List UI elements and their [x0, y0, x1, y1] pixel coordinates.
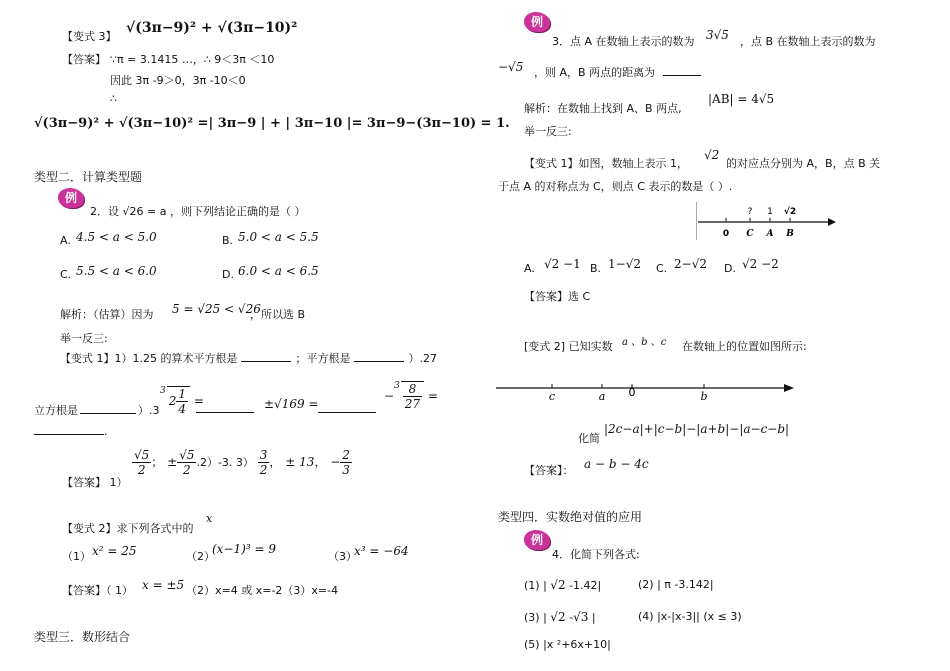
ex2-option-a-label: A.	[60, 234, 71, 247]
ex4-item-3-b: -	[569, 611, 574, 624]
cbrt-den: 27	[404, 397, 421, 411]
axis1-label-above-a: 1	[767, 207, 773, 217]
r-variant1-option-d-label: D.	[724, 262, 736, 275]
variant2-item1-label: （1）	[62, 550, 91, 563]
variant2-item1: x² = 25	[92, 544, 137, 558]
example-badge: 例	[58, 188, 84, 208]
jyfs-heading: 举一反三:	[60, 332, 108, 345]
neg-sign: −	[330, 455, 341, 469]
ex4-item-1-sqrt: √2	[550, 578, 566, 592]
ex4-item-5: (5) |x ²+6x+10|	[524, 638, 611, 651]
example-badge: 例	[524, 530, 550, 550]
r-variant2-vars: a 、b 、c	[622, 337, 667, 348]
neg-sign: −	[384, 389, 395, 403]
ex2-option-d: 6.0 < a < 6.5	[238, 264, 319, 278]
variant1-row2	[34, 402, 160, 418]
ex4-item-3-sqrt2: √2	[550, 610, 566, 624]
answer-full-expression: √(3π−9)² + √(3π−10)² =| 3π−9 | + | 3π−10 |= 3π−9−(3π−10) = 1.	[34, 116, 510, 131]
ans-f4-num: 2	[342, 448, 350, 462]
ans-f1-den: 2	[137, 463, 146, 477]
equals: =	[193, 394, 204, 408]
ex2-analysis-suffix: ，所以选 B	[250, 308, 306, 321]
r-variant1-answer: 【答案】选 C	[524, 290, 591, 303]
variant1-text-a: 【变式 1】1）1.25 的算术平方根是	[60, 352, 238, 365]
variant2-answer-expr: x = ±5	[142, 578, 185, 592]
variant1-answer-label: 【答案】 1）	[62, 476, 128, 489]
blank	[80, 403, 136, 414]
r-variant1-option-a: √2 −1	[544, 257, 581, 271]
sep: ，	[314, 455, 327, 469]
r-variant2-a: [变式 2] 已知实数	[524, 340, 613, 353]
ans-f2-den: 2	[183, 463, 191, 477]
axis1-label-above-b: √2	[783, 207, 797, 217]
ex4-item-3-a: (3) |	[524, 611, 547, 624]
variant3-label: 【变式 3】	[62, 30, 117, 43]
ans-mid: .2）-3. 3）	[196, 456, 254, 469]
ex3-analysis: 解析：在数轴上找到 A、B 两点,	[524, 102, 682, 115]
r-variant1-option-b-label: B.	[590, 262, 602, 275]
answer-label: 【答案】	[62, 53, 106, 66]
example2-question: 2．设 √26 = a ，则下列结论正确的是（ ）	[90, 205, 306, 218]
ex4-item-2: (2) | π -3.142|	[638, 578, 714, 591]
variant2-var: x	[206, 512, 213, 525]
ex3-expr-3sqrt5: 3√5	[706, 28, 729, 42]
variant2-item3: x³ = −64	[354, 544, 409, 558]
ans-f3-num: 3	[259, 448, 268, 462]
ans-f2-num: √5	[179, 448, 195, 462]
ans-f3-den: 2	[259, 463, 268, 477]
axis1-label-b: B	[786, 229, 794, 239]
ex4-item-1-b: -1.4	[569, 579, 591, 592]
jyfs-heading-right: 举一反三:	[524, 125, 572, 138]
axis1-label-0: 0	[722, 229, 730, 239]
number-line-2	[496, 378, 796, 408]
variant2-item2: (x−1)³ = 9	[212, 542, 276, 556]
r-variant1-option-d: √2 −2	[742, 257, 779, 271]
ex2-option-b: 5.0 < a < 5.5	[238, 230, 319, 244]
ex4-item-1	[524, 578, 601, 592]
answer-line-3: ∴	[110, 92, 117, 105]
answer-line-2: 因此 3π -9＞0，3π -10＜0	[110, 74, 246, 87]
left-column: 【变式 3】 √(3π−9)² + √(3π−10)² 【答案】 ∵π = 3.1415 …，∴ 9＜3π ＜10 因此 3π -9＞0，3π -10＜0 ∴ √(3π−9)² + √(3π−10)² =| 3π−9 | + | 3π−10 |= 3π−9−(3π−10) = 1. 类型二．计算类型题 例 2．设 √26 = a ，则下列结论正确的是（ ） A. 4.5 < a < 5.0 B. 5.0 < a < 5.5 C. 5.5 < a < 6.0 D. 6.0 < a < 6.5 解析：（估算）因为 5 = √25 < √26 ，所以选 B 举一反三: 【变式 1】1）1.25 的算术平方根是 ；平方根是 ）.27 立方根是 ）.3 $^3$2 $\frac{1}{4}$ = ±√169 = −$^3$ $\frac{8}{27}$ = . 【答案】 1） $\frac{√5}{2}$ ； ± $\frac{√5}{2}$ .2）-3. 3） $\frac{3}{2}$ ， ± 13， − $\frac{2}{3}$ 【变式 2】求下列各式中的 x （1） x² = 25 （2） (x−1)³ = 9 （3） x³ = −64 【答案】（ 1） x = ±5 （2）x=4 或 x=-2（3）x=-4 类型三．数形结合	[34, 20, 510, 644]
variant1-text-c: ）.27	[408, 352, 437, 365]
ans-f4-den: 3	[342, 463, 350, 477]
neg-cube-root: −$^3$ $\frac{8}{27}$ =	[384, 381, 438, 411]
example-badge: 例	[524, 12, 550, 32]
cube-root-mixed: $^3$2 $\frac{1}{4}$ =	[160, 386, 204, 416]
mixed-den: 4	[178, 402, 187, 416]
sep: ，	[269, 455, 282, 469]
ans-f1-num: √5	[134, 448, 150, 462]
type3-heading: 类型三．数形结合	[34, 630, 131, 644]
axis2-label-b: b	[700, 390, 708, 403]
blank	[34, 424, 104, 435]
variant2-answer-prefix: 【答案】（ 1）	[62, 584, 133, 597]
ex2-option-a: 4.5 < a < 5.0	[76, 230, 157, 244]
pm-13: ± 13	[285, 455, 315, 469]
axis1-label-above-c: ?	[747, 207, 753, 217]
r-variant1-option-c-label: C.	[656, 262, 668, 275]
ex4-title: 4．化简下列各式:	[552, 548, 640, 561]
ex4-item-3-c: |	[591, 611, 596, 624]
mixed-whole: 2	[168, 394, 177, 408]
r-variant1-sqrt2: √2	[704, 148, 720, 162]
equals: =	[427, 389, 438, 403]
axis2-label-0: 0	[628, 386, 636, 399]
r-variant2-answer-label: 【答案】：	[524, 464, 574, 477]
blank	[354, 351, 404, 362]
cbrt-num: 8	[403, 382, 422, 397]
blank	[241, 351, 291, 362]
answer-line-1: ∵π = 3.1415 …，∴ 9＜3π ＜10	[110, 53, 275, 66]
variant1-row2-a: 立方根是	[34, 404, 78, 417]
ex2-option-b-label: B.	[222, 234, 234, 247]
r-variant2-answer-expr: a − b − 4c	[584, 457, 649, 471]
blank	[318, 402, 376, 413]
variant1-row2-b: ）.3	[138, 404, 160, 417]
r-variant1-c: 于点 A 的对称点为 C，则点 C 表示的数是（ ）.	[498, 180, 733, 193]
ex3-question-c-text: ，则 A，B 两点的距离为	[534, 66, 656, 79]
ex3-expr-negsqrt5: −√5	[498, 60, 524, 74]
ex2-option-c-label: C.	[60, 268, 72, 281]
number-line-1	[696, 202, 836, 240]
ex4-item-4: (4) |x-|x-3|| (x ≤ 3)	[638, 610, 742, 623]
r-variant1-b: 的对应点分别为 A，B，点 B 关	[726, 157, 881, 170]
ex3-analysis-expr: |AB| = 4√5	[708, 92, 775, 106]
axis2-label-c: c	[548, 390, 556, 403]
sep: ；	[151, 455, 164, 469]
ex2-analysis-expression: 5 = √25 < √26	[172, 302, 261, 316]
variant1-line	[60, 350, 437, 366]
r-variant1-option-b: 1−√2	[608, 257, 641, 271]
ex3-question-a: 3．点 A 在数轴上表示的数为	[552, 35, 695, 48]
type2-heading: 类型二．计算类型题	[34, 170, 143, 184]
blank	[196, 402, 254, 413]
r-variant1-option-a-label: A.	[524, 262, 535, 275]
ex4-item-1-a: (1) |	[524, 579, 547, 592]
blank	[663, 65, 701, 76]
ex3-question-b: ，点 B 在数轴上表示的数为	[740, 35, 876, 48]
axis1-label-a: A	[766, 229, 774, 239]
axis2-label-a: a	[598, 390, 606, 403]
ex3-question-c	[534, 64, 701, 80]
pm: ±	[167, 455, 178, 469]
r-variant2-simplify: 化简	[578, 432, 600, 445]
type4-heading: 类型四．实数绝对值的应用	[498, 510, 643, 524]
r-variant1-option-c: 2−√2	[674, 257, 707, 271]
ex2-option-c: 5.5 < a < 6.0	[76, 264, 157, 278]
variant2-item3-label: （3）	[328, 550, 357, 563]
ex2-analysis-prefix: 解析：（估算）因为	[60, 308, 154, 321]
axis1-label-c: C	[746, 229, 754, 239]
ex4-item-3-sqrt3: √3	[573, 610, 589, 624]
variant2-answer-suffix: （2）x=4 或 x=-2（3）x=-4	[186, 584, 339, 597]
ex4-item-1-c: 2̇|	[590, 579, 602, 592]
variant2-title: 【变式 2】求下列各式中的	[62, 522, 194, 535]
variant1-text-b: ；平方根是	[295, 352, 351, 365]
ex2-option-d-label: D.	[222, 268, 234, 281]
pm-sqrt-169: ±√169 =	[264, 397, 319, 411]
variant1-answer-expression	[132, 448, 352, 477]
right-column	[478, 0, 950, 671]
r-variant1-a: 【变式 1】如图，数轴上表示 1，	[524, 157, 688, 170]
r-variant2-b: 在数轴上的位置如图所示:	[682, 340, 807, 353]
ex4-item-3	[524, 610, 596, 624]
mixed-num: 1	[178, 387, 187, 401]
r-variant2-expression: |2c−a|+|c−b|−|a+b|−|a−c−b|	[604, 422, 790, 436]
variant2-item2-label: （2）	[186, 550, 215, 563]
variant3-expression: √(3π−9)² + √(3π−10)²	[126, 20, 298, 36]
